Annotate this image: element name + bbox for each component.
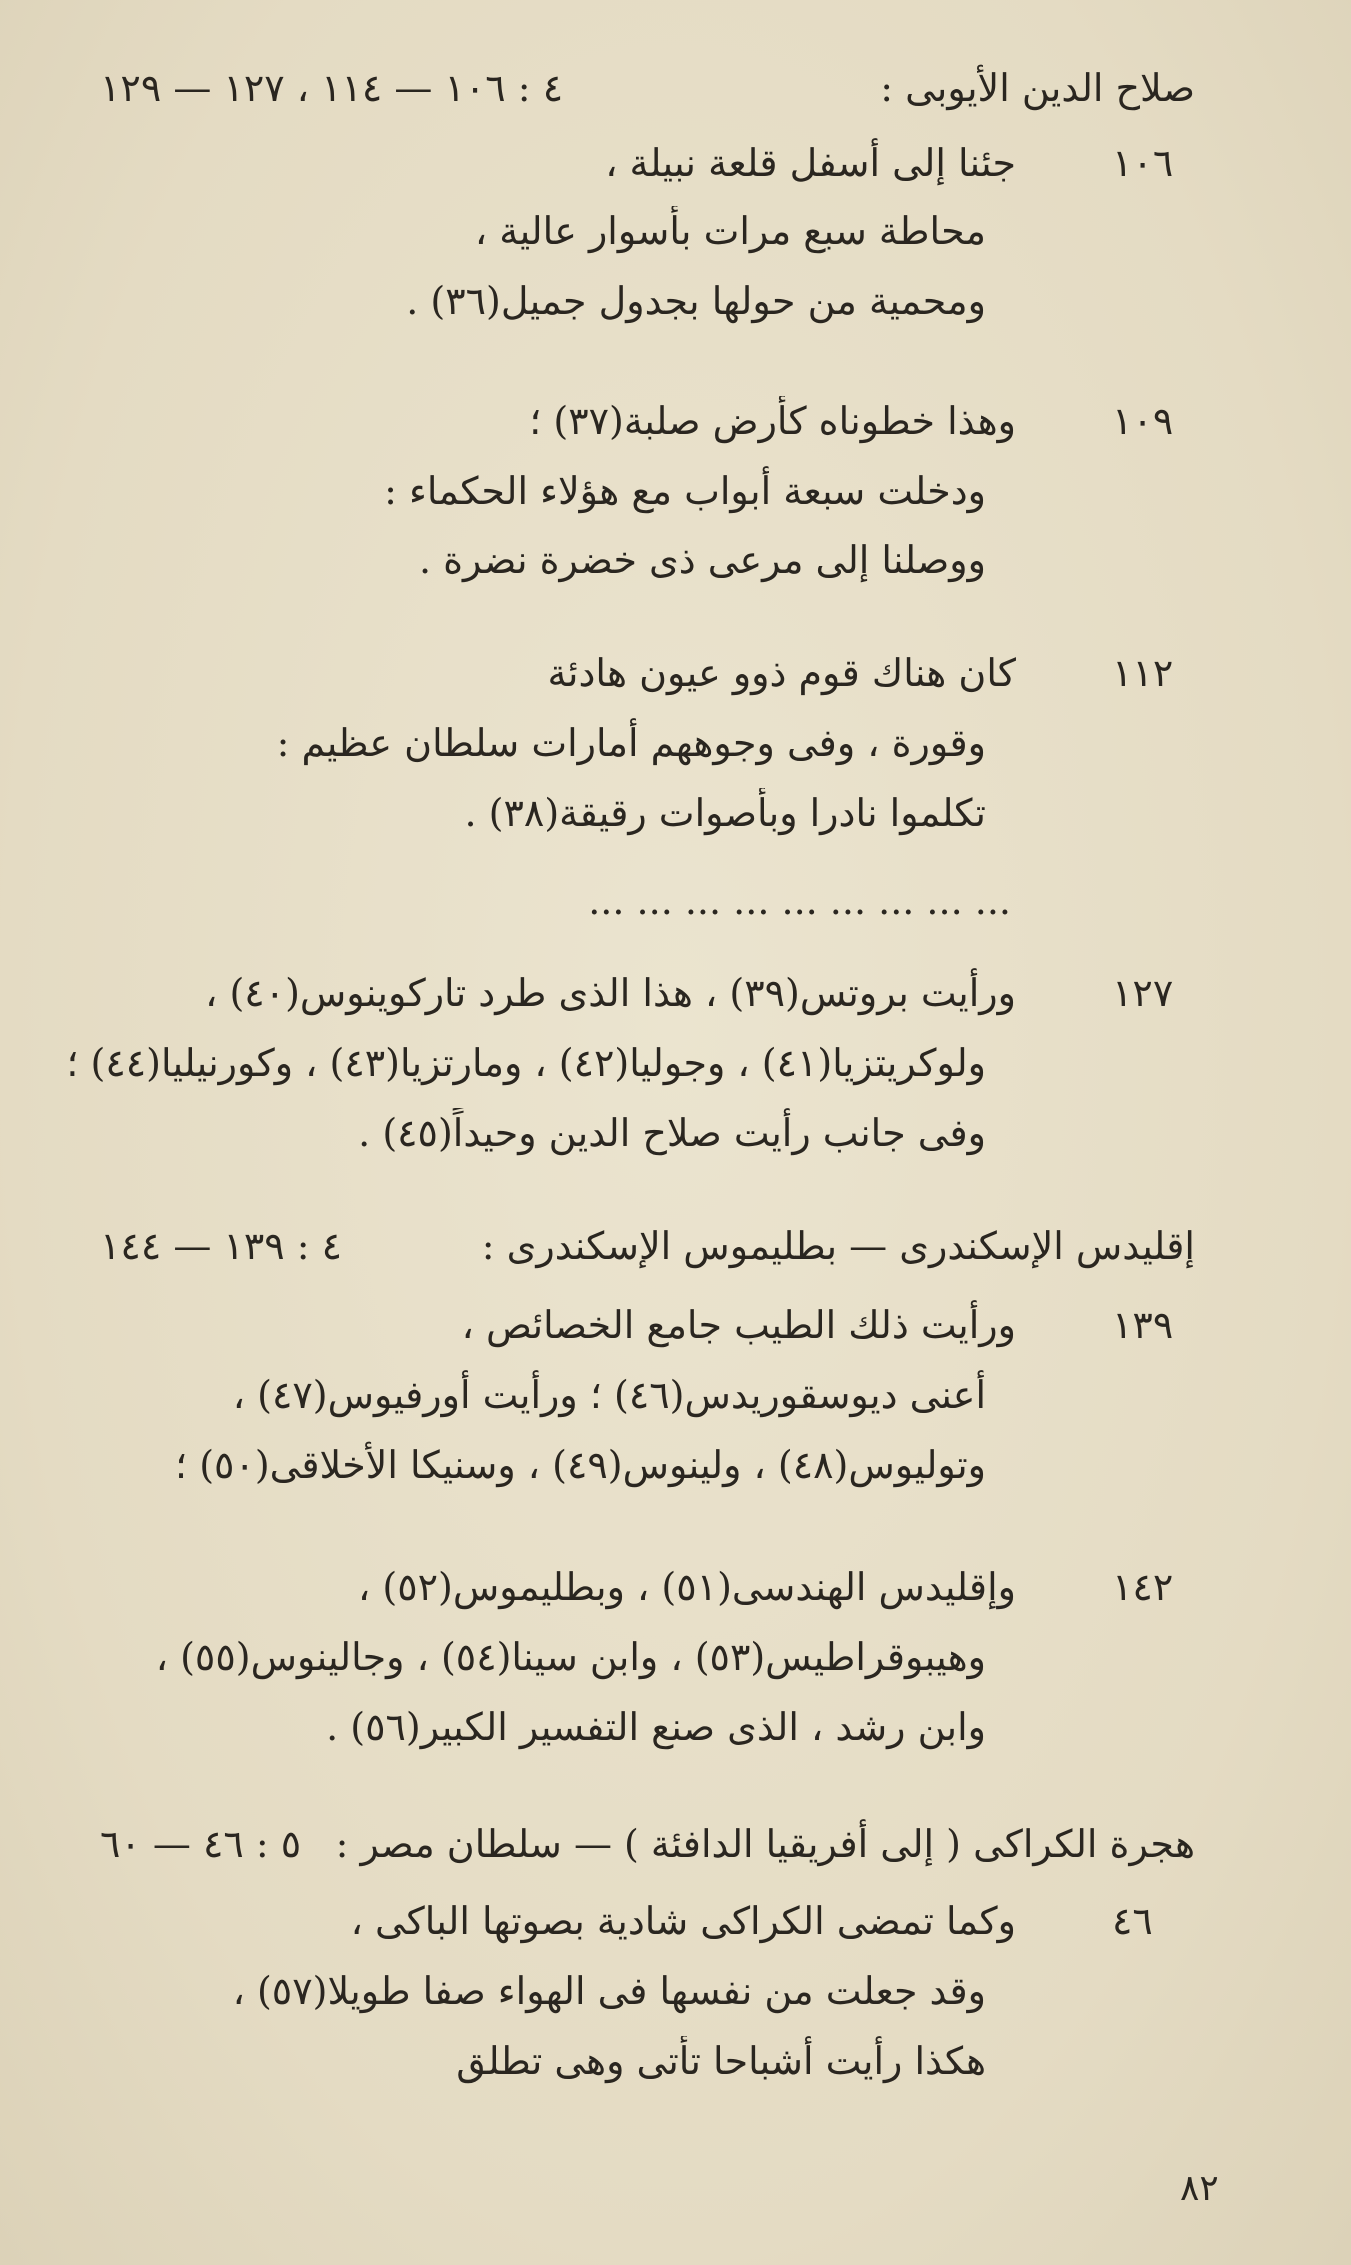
verse-line: وهذا خطوناه كأرض صلبة(٣٧) ؛: [529, 399, 1016, 443]
verse-line: ومحمية من حولها بجدول جميل(٣٦) .: [406, 279, 986, 323]
section-heading: [100, 1220, 1195, 1274]
section-heading-title: صلاح الدين الأيوبى :: [880, 66, 1195, 110]
verse-line: وإقليدس الهندسى(٥١) ، وبطليموس(٥٢) ،: [358, 1565, 1016, 1609]
verse-line: تكلموا نادرا وبأصوات رقيقة(٣٨) .: [464, 791, 986, 835]
verse-line: وهيبوقراطيس(٥٣) ، وابن سينا(٥٤) ، وجالينوس(٥٥) ،: [155, 1635, 986, 1679]
verse-number: ١٠٩: [1112, 399, 1174, 443]
verse-line: ودخلت سبعة أبواب مع هؤلاء الحكماء :: [384, 469, 986, 513]
verse-number: ٤٦: [1112, 1899, 1153, 1943]
verse-line: ورأيت بروتس(٣٩) ، هذا الذى طرد تاركوينوس(٤٠) ،: [205, 971, 1016, 1015]
ellipsis-row: ... ... ... ... ... ... ... ... ...: [588, 879, 1011, 923]
verse-line: كان هناك قوم ذوو عيون هادئة: [547, 651, 1016, 695]
verse-line: وابن رشد ، الذى صنع التفسير الكبير(٥٦) .: [326, 1705, 986, 1749]
verse-line: وفى جانب رأيت صلاح الدين وحيداً(٤٥) .: [358, 1111, 986, 1155]
section-heading-title: إقليدس الإسكندرى — بطليموس الإسكندرى :: [481, 1224, 1195, 1268]
verse-line: أعنى ديوسقوريدس(٤٦) ؛ ورأيت أورفيوس(٤٧) ،: [232, 1373, 986, 1417]
verse-number: ١٢٧: [1112, 971, 1174, 1015]
verse-line: وتوليوس(٤٨) ، ولينوس(٤٩) ، وسنيكا الأخلاقى(٥٠) ؛: [175, 1443, 986, 1487]
verse-number: ١١٢: [1112, 651, 1174, 695]
section-heading: [100, 1818, 1195, 1872]
verse-number: ١٣٩: [1112, 1303, 1174, 1347]
verse-line: ورأيت ذلك الطيب جامع الخصائص ،: [461, 1303, 1016, 1347]
verse-line: هكذا رأيت أشباحا تأتى وهى تطلق: [456, 2039, 986, 2083]
page-number: ٨٢: [1180, 2168, 1219, 2209]
verse-number: ١٤٢: [1112, 1565, 1174, 1609]
verse-line: وكما تمضى الكراكى شادية بصوتها الباكى ،: [350, 1899, 1016, 1943]
verse-line: محاطة سبع مرات بأسوار عالية ،: [474, 209, 986, 253]
verse-line: وقورة ، وفى وجوههم أمارات سلطان عظيم :: [276, 721, 986, 765]
section-heading-reference: ٤ : ١٠٦ — ١١٤ ، ١٢٧ — ١٢٩: [100, 66, 564, 110]
section-heading: [100, 62, 1195, 116]
verse-line: ولوكريتزيا(٤١) ، وجوليا(٤٢) ، ومارتزيا(٤٣) ، وكورنيليا(٤٤) ؛: [66, 1041, 986, 1085]
section-heading-reference: ٤ : ١٣٩ — ١٤٤: [100, 1224, 343, 1268]
verse-line: جئنا إلى أسفل قلعة نبيلة ،: [605, 141, 1016, 185]
verse-number: ١٠٦: [1112, 141, 1174, 185]
verse-line: ووصلنا إلى مرعى ذى خضرة نضرة .: [418, 538, 986, 582]
section-heading-reference: ٥ : ٤٦ — ٦٠: [100, 1822, 302, 1866]
verse-line: وقد جعلت من نفسها فى الهواء صفا طويلا(٥٧) ،: [232, 1969, 986, 2013]
section-heading-title: هجرة الكراكى ( إلى أفريقيا الدافئة ) — سلطان مصر :: [335, 1822, 1195, 1866]
